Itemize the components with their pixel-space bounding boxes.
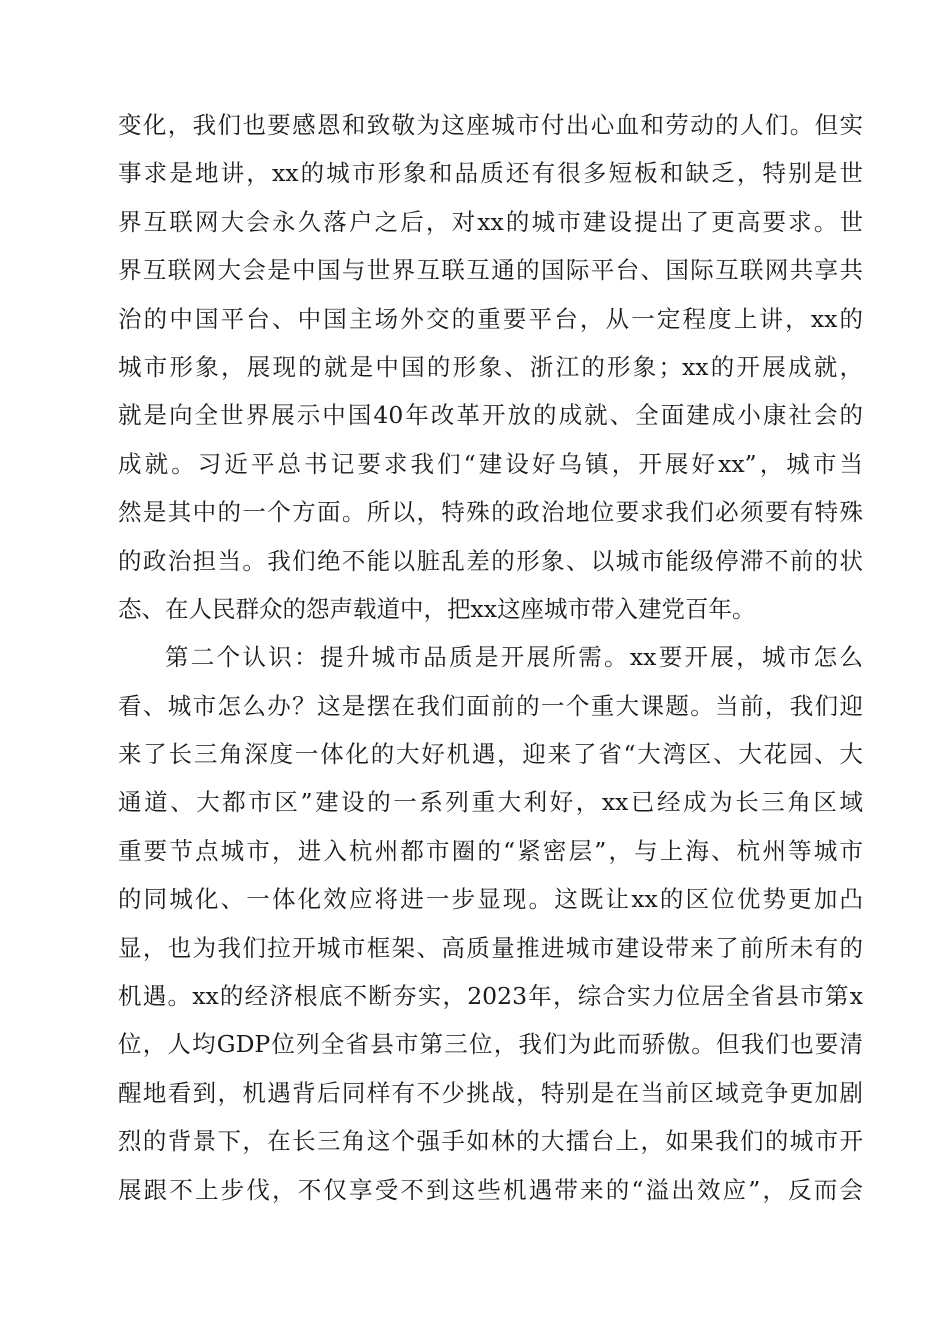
text-line: 城市形象，展现的就是中国的形象、浙江的形象；xx的开展成就， <box>118 352 863 381</box>
text-line: 界互联网大会是中国与世界互联互通的国际平台、国际互联网共享共 <box>118 256 863 285</box>
text-line: 的同城化、一体化效应将进一步显现。这既让xx的区位优势更加凸 <box>118 885 863 914</box>
document-body <box>118 101 863 1214</box>
text-line: 治的中国平台、中国主场外交的重要平台，从一定程度上讲，xx的 <box>118 304 863 333</box>
text-line: 成就。习近平总书记要求我们“建设好乌镇，开展好xx”，城市当 <box>118 449 863 478</box>
text-line: 来了长三角深度一体化的大好机遇，迎来了省“大湾区、大花园、大 <box>118 740 863 769</box>
text-line: 通道、大都市区”建设的一系列重大利好，xx已经成为长三角区域 <box>118 788 863 817</box>
paragraph-1 <box>118 101 863 633</box>
text-line: 醒地看到，机遇背后同样有不少挑战，特别是在当前区域竞争更加剧 <box>118 1078 863 1107</box>
text-line: 态、在人民群众的怨声载道中，把xx这座城市带入建党百年。 <box>118 594 756 623</box>
text-line: 机遇。xx的经济根底不断夯实，2023年，综合实力位居全省县市第x <box>118 982 863 1011</box>
text-line: 看、城市怎么办？这是摆在我们面前的一个重大课题。当前，我们迎 <box>118 691 863 720</box>
text-line: 位，人均GDP位列全省县市第三位，我们为此而骄傲。但我们也要清 <box>118 1030 863 1059</box>
text-line: 第二个认识：提升城市品质是开展所需。xx要开展，城市怎么 <box>165 643 863 672</box>
paragraph-2 <box>118 633 863 1214</box>
text-line: 然是其中的一个方面。所以，特殊的政治地位要求我们必须要有特殊 <box>118 498 863 527</box>
text-line: 烈的背景下，在长三角这个强手如林的大擂台上，如果我们的城市开 <box>118 1127 863 1156</box>
text-line: 就是向全世界展示中国40年改革开放的成就、全面建成小康社会的 <box>118 401 863 430</box>
text-line: 界互联网大会永久落户之后，对xx的城市建设提出了更高要求。世 <box>118 207 863 236</box>
text-line: 重要节点城市，进入杭州都市圈的“紧密层”，与上海、杭州等城市 <box>118 836 863 865</box>
text-line: 显，也为我们拉开城市框架、高质量推进城市建设带来了前所未有的 <box>118 933 863 962</box>
text-line: 的政治担当。我们绝不能以脏乱差的形象、以城市能级停滞不前的状 <box>118 546 863 575</box>
text-line: 展跟不上步伐，不仅享受不到这些机遇带来的“溢出效应”，反而会 <box>118 1175 863 1204</box>
text-line: 变化，我们也要感恩和致敬为这座城市付出心血和劳动的人们。但实 <box>118 111 863 139</box>
text-line: 事求是地讲，xx的城市形象和品质还有很多短板和缺乏，特别是世 <box>118 159 863 188</box>
